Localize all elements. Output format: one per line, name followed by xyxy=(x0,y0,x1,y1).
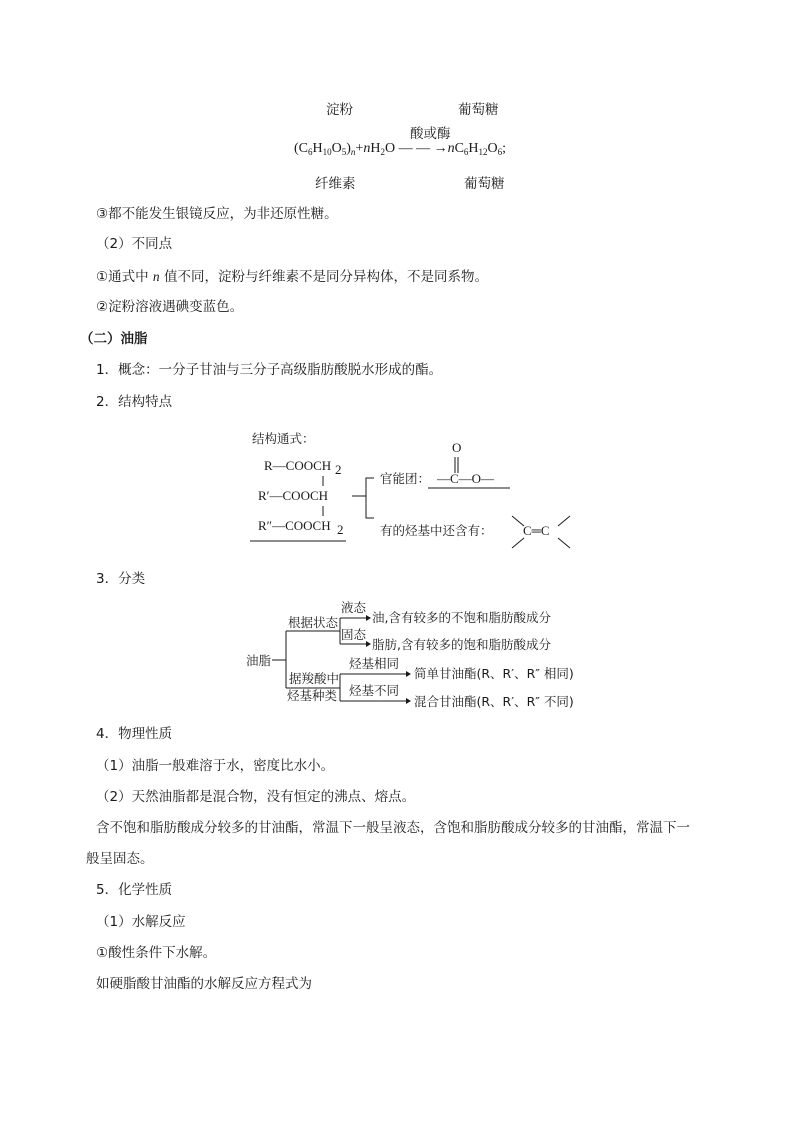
para-diff-1: ①通式中 n 值不同，淀粉与纤维素不是同分异构体，不是同系物。 xyxy=(96,269,488,285)
alkene-group: C═C xyxy=(523,523,550,538)
fat-item: 脂肪,含有较多的饱和脂肪酸成分 xyxy=(372,637,551,652)
para-not-reducing: ③都不能发生银镜反应，为非还原性糖。 xyxy=(96,206,338,222)
struct-row-3: R″—COOCH xyxy=(258,518,331,533)
starch-label: 淀粉 xyxy=(326,102,353,118)
para-acid-hydrolysis: ①酸性条件下水解。 xyxy=(96,945,217,961)
para-diff-2: ②淀粉溶液遇碘变蓝色。 xyxy=(96,299,244,315)
heading-physical: 4．物理性质 xyxy=(96,726,173,742)
para-stearin-example: 如硬脂酸甘油酯的水解反应方程式为 xyxy=(96,976,312,992)
glucose-label-bottom: 葡萄糖 xyxy=(464,176,505,192)
heading-classification: 3．分类 xyxy=(96,571,146,587)
func-group-label: 官能团： xyxy=(380,471,431,486)
heading-differences: （2）不同点 xyxy=(96,236,173,252)
class-root: 油脂 xyxy=(246,653,272,668)
liquid-label: 液态 xyxy=(341,600,367,615)
arrowhead xyxy=(366,641,371,647)
func-group-formula: —C—O— xyxy=(437,471,495,486)
para-state-line-2: 般呈固态。 xyxy=(86,851,154,867)
para-concept: 1．概念：一分子甘油与三分子高级脂肪酸脱水形成的酯。 xyxy=(96,362,443,378)
heading-hydrolysis: （1）水解反应 xyxy=(96,914,186,930)
hydrolysis-equation: $(C_6H_{10}O_5)_n+nH_2O$ — — $\to nC_6H_{12}O_6$; xyxy=(294,141,507,157)
carbonyl-oxygen: O xyxy=(452,440,462,455)
solid-label: 固态 xyxy=(341,627,367,642)
simple-glyceride-item: 简单甘油酯(R、R′、R″ 相同) xyxy=(414,666,574,681)
cellulose-label: 纤维素 xyxy=(315,176,356,192)
arrowhead xyxy=(366,615,371,621)
diff-hydrocarbon-label: 烃基不同 xyxy=(349,683,400,698)
glucose-label-top: 葡萄糖 xyxy=(458,102,499,118)
struct-row-2: R′—COOCH xyxy=(258,488,329,503)
struct-title: 结构通式： xyxy=(252,431,315,446)
oil-item: 油,含有较多的不饱和脂肪酸成分 xyxy=(372,610,551,625)
alkene-label: 有的烃基中还含有： xyxy=(380,523,493,538)
reaction-arrow: — — → xyxy=(398,141,448,156)
by-acid-label-2: 烃基种类 xyxy=(287,688,338,703)
heading-structure: 2．结构特点 xyxy=(96,394,173,410)
same-hydrocarbon-label: 烃基相同 xyxy=(349,656,400,671)
section-heading-oil: （二）油脂 xyxy=(80,331,148,347)
mixed-glyceride-item: 混合甘油酯(R、R′、R″ 不同) xyxy=(414,694,574,709)
arrowhead xyxy=(406,698,411,704)
struct-row-1: R—COOCH xyxy=(264,458,332,473)
svg-text:2: 2 xyxy=(335,462,342,477)
catalyst-label: 酸或酶 xyxy=(410,126,451,142)
by-acid-label-1: 据羧酸中 xyxy=(289,671,340,686)
by-state-label: 根据状态 xyxy=(288,615,339,630)
para-physical-1: （1）油脂一般难溶于水，密度比水小。 xyxy=(96,758,335,774)
svg-text:2: 2 xyxy=(337,522,344,537)
arrowhead xyxy=(406,671,411,677)
para-state-line-1: 含不饱和脂肪酸成分较多的甘油酯，常温下一般呈液态，含饱和脂肪酸成分较多的甘油酯，常温下一 xyxy=(96,820,690,836)
heading-chemical: 5．化学性质 xyxy=(96,882,173,898)
para-physical-2: （2）天然油脂都是混合物，没有恒定的沸点、熔点。 xyxy=(96,789,416,805)
